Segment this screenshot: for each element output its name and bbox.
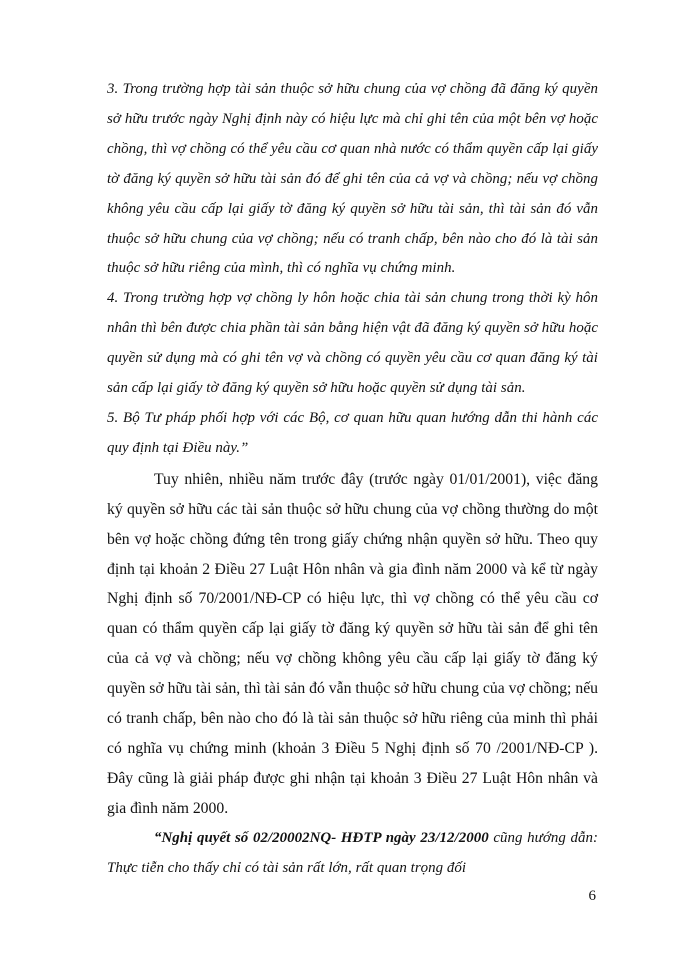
resolution-paragraph <box>107 824 598 884</box>
resolution-text: cũng hướng dẫn: Thực tiễn cho thấy chỉ có tài sản rất lớn, rất quan trọng đối <box>107 829 598 876</box>
page-number: 6 <box>588 888 596 904</box>
clause-5: 5. Bộ Tư pháp phối hợp với các Bộ, cơ quan hữu quan hướng dẫn thi hành các quy định tại Điều này.” <box>107 409 598 456</box>
clause-3: 3. Trong trường hợp tài sản thuộc sở hữu chung của vợ chồng đã đăng ký quyền sở hữu trước ngày Nghị định này có hiệu lực mà chỉ ghi tên của một bên vợ hoặc chồng, thì vợ chồng có thể yêu cầu cơ quan nhà nước có thẩm quyền cấp lại giấy tờ đăng ký quyền sở hữu tài sản đó để ghi tên của cả vợ và chồng; nếu vợ chồng không yêu cầu cấp lại giấy tờ đăng ký quyền sở hữu tài sản, thì tài sản đó vẫn thuộc sở hữu chung của vợ chồng; nếu có tranh chấp, bên nào cho đó là tài sản thuộc sở hữu riêng của mình, thì có nghĩa vụ chứng minh. <box>107 81 598 277</box>
body-paragraph: Tuy nhiên, nhiều năm trước đây (trước ngày 01/01/2001), việc đăng ký quyền sở hữu các tài sản thuộc sở hữu chung của vợ chồng thường do một bên vợ hoặc chồng đứng tên trong giấy chứng nhận quyền sở hữu. Theo quy định tại khoản 2 Điều 27 Luật Hôn nhân và gia đình năm 2000 và kể từ ngày Nghị định số 70/2001/NĐ-CP có hiệu lực, thì vợ chồng có thể yêu cầu cơ quan có thẩm quyền cấp lại giấy tờ đăng ký quyền sở hữu tài sản để ghi tên của cả vợ và chồng; nếu vợ chồng không yêu cầu cấp lại giấy tờ đăng ký quyền sở hữu tài sản, thì tài sản đó vẫn thuộc sở hữu chung của vợ chồng; nếu có tranh chấp, bên nào cho đó là tài sản thuộc sở hữu riêng của minh thì phải có nghĩa vụ chứng minh (khoản 3 Điều 5 Nghị định số 70 /2001/NĐ-CP ). Đây cũng là giải pháp được ghi nhận tại khoản 3 Điều 27 Luật Hôn nhân và gia đình năm 2000. <box>107 470 598 817</box>
resolution-reference: “Nghị quyết số 02/20002NQ- HĐTP ngày 23/12/2000 <box>154 829 489 846</box>
clause-4: 4. Trong trường hợp vợ chồng ly hôn hoặc chia tài sản chung trong thời kỳ hôn nhân thì bên được chia phần tài sản bằng hiện vật đã đăng ký quyền sở hữu hoặc quyền sử dụng mà có ghi tên vợ và chồng có quyền yêu cầu cơ quan đăng ký tài sản cấp lại giấy tờ đăng ký quyền sở hữu hoặc quyền sử dụng tài sản. <box>107 290 598 397</box>
document-page <box>107 75 598 883</box>
